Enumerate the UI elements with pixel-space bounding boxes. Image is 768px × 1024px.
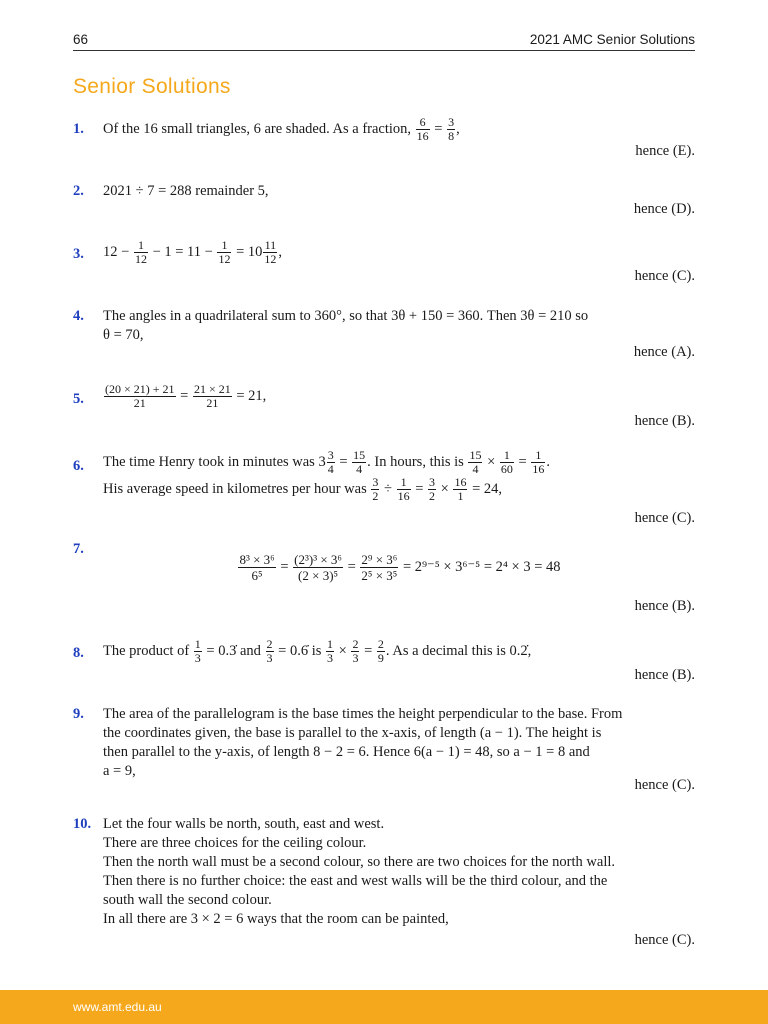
solution-number: 5. xyxy=(73,391,84,407)
answer: hence (C). xyxy=(634,510,695,526)
solution-number: 3. xyxy=(73,246,84,262)
solution-6 xyxy=(73,448,695,526)
solution-number: 10. xyxy=(73,816,92,832)
solution-10 xyxy=(73,815,695,948)
answer: hence (C). xyxy=(634,268,695,284)
answer: hence (C). xyxy=(634,932,695,948)
answer: hence (B). xyxy=(634,598,695,614)
solution-text: The product of $\frac{1}{3}$ = 0.3̇ and $\frac{2}{3}$ = 0.6̇ is $\frac{1}{3}$ × $\frac{2}{3}$ = $\frac{2}{9}$ . As a decimal this is 0.2̇, xyxy=(103,637,532,665)
answer: hence (B). xyxy=(634,413,695,429)
solution-equation: $\frac{\text{8³ × 3⁶}}{\text{6⁵}}$ = $\frac{\text{(2³)³ × 3⁶}}{\text{(2 × 3)⁵}}$ = $\frac{\text{2⁹ × 3⁶}}{\text{2⁵ × 3⁵}}$ = 2⁹⁻⁵ × 3⁶⁻⁵ = 2⁴ × 3 = 48 xyxy=(239,552,561,583)
solution-text: The time Henry took in minutes was 3 $\frac{3}{4}$ = $\frac{15}{4}$ . In hours, this is $\frac{15}{4}$ × $\frac{1}{60}$ = $\frac{1}{16}$ . His average speed in kilometres per hour was $\frac{3}{2}$ ÷ $\frac{1}{16}$ = $\frac{3}{2}$ × $\frac{16}{1}$ = 24, xyxy=(103,448,550,503)
solution-7 xyxy=(73,540,695,614)
solution-text: 12 − $\frac{1}{12}$ − 1 = 11 − $\frac{1}{12}$ = 10 $\frac{11}{12}$ , xyxy=(103,238,282,266)
solution-4 xyxy=(73,307,695,360)
answer: hence (B). xyxy=(634,667,695,683)
solution-1 xyxy=(73,115,695,159)
document-title: 2021 AMC Senior Solutions xyxy=(529,32,695,47)
answer: hence (E). xyxy=(635,143,695,159)
solution-text: The angles in a quadrilateral sum to 360°, so that 3θ + 150 = 360. Then 3θ = 210 so θ = 70, xyxy=(103,308,589,343)
solution-number: 4. xyxy=(73,308,84,324)
page-footer xyxy=(0,990,768,1024)
solution-number: 1. xyxy=(73,121,84,137)
answer: hence (D). xyxy=(633,201,695,217)
solution-2 xyxy=(73,182,695,217)
section-title: Senior Solutions xyxy=(73,75,231,98)
solution-text: 2021 ÷ 7 = 288 remainder 5, xyxy=(103,183,269,199)
solution-5 xyxy=(73,382,695,429)
solution-number: 8. xyxy=(73,645,84,661)
solution-3 xyxy=(73,238,695,284)
solution-9 xyxy=(73,705,695,793)
solution-number: 9. xyxy=(73,706,84,722)
solution-text: Let the four walls be north, south, east and west. There are three choices for the ceiling colour. Then the north wall must be a second colour, so there are two choices for the north wall. Then there is no further choice: the east and west walls will be the third colour, and the south wall the second colour. In all there are 3 × 2 = 6 ways that the room can be painted, xyxy=(103,816,615,927)
website-link[interactable]: www.amt.edu.au xyxy=(73,1000,162,1014)
solution-text: Of the 16 small triangles, 6 are shaded. As a fraction, $\frac{6}{16}$ = $\frac{3}{8}$ , xyxy=(103,115,460,143)
page-number: 66 xyxy=(73,32,89,47)
solution-text: The area of the parallelogram is the base times the height perpendicular to the base. From the coordinates given, the base is parallel to the x-axis, of length (a − 1). The height is then parallel to the y-axis, of length 8 − 2 = 6. Hence 6(a − 1) = 48, so a − 1 = 8 and a = 9, xyxy=(103,706,623,779)
solution-8 xyxy=(73,637,695,683)
answer: hence (A). xyxy=(633,344,695,360)
solution-number: 7. xyxy=(73,541,84,557)
solution-text: $\frac{(20 \times 21) + 21}{21}$ = $\frac{21 \times 21}{21}$ = 21, xyxy=(105,382,267,410)
solution-number: 6. xyxy=(73,458,84,474)
answer: hence (C). xyxy=(634,777,695,793)
solution-number: 2. xyxy=(73,183,84,199)
page-header xyxy=(73,30,695,51)
